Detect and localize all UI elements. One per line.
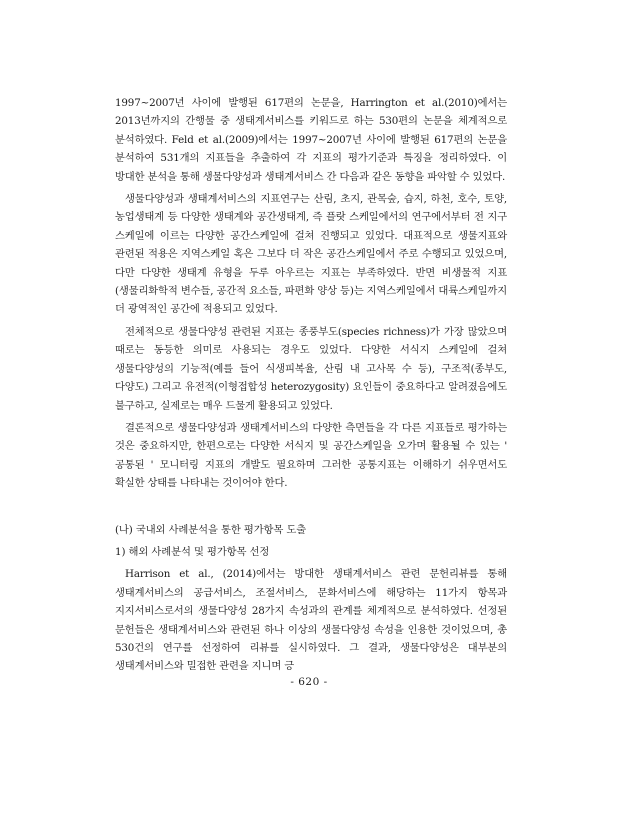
paragraph-conclusion: 결론적으로 생물다양성과 생태계서비스의 다양한 측면들을 각 다른 지표들로 평가하는 것은 중요하지만, 한편으로는 다양한 서식지 및 공간스케일을 오가며 활용될 수 있는 ' 공통된 ' 모니터링 지표의 개발도 필요하며 그러한 공통지표는 이해하기 쉬우면서도 확실한 상태를 나타내는 것이어야 한다. xyxy=(115,421,507,490)
paragraph-indicator-research: 생물다양성과 생태계서비스의 지표연구는 산림, 초지, 관목숲, 습지, 하천, 호수, 토양, 농업생태계 등 다양한 생태계와 공간생태계, 즉 플랏 스케일에서의 연구에서부터 전 지구 스케일에 이르는 다양한 공간스케일에 걸쳐 진행되고 있었다. 대표적으로 생물지표와 관련된 적용은 지역스케일 혹은 그보다 더 작은 공간스케일에서 주로 수행되고 있었으며, 다만 다양한 생태계 유형을 두루 아우르는 지표는 부족하였다. 반면 비생물적 지표(생물리화학적 변수들, 공간적 요소들, 파편화 양상 등)는 지역스케일에서 대륙스케일까지 더 광역적인 공간에 적용되고 있었다. xyxy=(115,193,507,316)
page-number: - 620 - xyxy=(290,676,328,688)
subsection-heading: 1) 해외 사례분석 및 평가항목 선정 xyxy=(115,545,270,558)
paragraph-harrison-review: Harrison et al., (2014)에서는 방대한 생태계서비스 관련 문헌리뷰를 통해 생태계서비스의 공급서비스, 조절서비스, 문화서비스에 해당하는 11가지 항목과 지지서비스로서의 생물다양성 28가지 속성과의 관계를 체계적으로 분석하였다. 선정된 문헌들은 생태계서비스와 관련된 하나 이상의 생물다양성 속성을 인용한 것이었으며, 총 530건의 연구를 선정하여 리뷰를 실시하였다. 그 결과, 생물다양성은 대부분의 생태계서비스와 밀접한 관련을 지니며 긍 xyxy=(115,568,507,673)
paragraph-feld-analysis: 1997~2007년 사이에 발행된 617편의 논문을, Harrington et al.(2010)에서는 2013년까지의 간행물 중 생태계서비스를 키워드로 하는 530편의 논문을 체계적으로 분석하였다. Feld et al.(2009)에서는 1997~2007년 사이에 발행된 617편의 논문을 분석하여 531개의 지표들을 추출하여 각 지표의 평가기준과 특징을 정리하였다. 이 방대한 분석을 통해 생물다양성과 생태계서비스 간 다음과 같은 동향을 파악할 수 있었다. xyxy=(115,97,507,183)
document-body xyxy=(115,94,507,680)
section-heading: (나) 국내외 사례분석을 통한 평가항목 도출 xyxy=(115,523,307,536)
paragraph-species-richness: 전체적으로 생물다양성 관련된 지표는 종풍부도(species richness)가 가장 많았으며 때로는 동등한 의미로 사용되는 경우도 있었다. 다양한 서식지 스케일에 걸쳐 생물다양성의 기능적(예를 들어 식생피복율, 산림 내 고사목 수 등), 구조적(종부도, 다양도) 그리고 유전적(이형접합성 heterozygosity) 요인들이 중요하다고 알려졌음에도 불구하고, 실제로는 매우 드물게 활용되고 있었다. xyxy=(115,325,507,412)
section-spacer xyxy=(115,497,507,521)
